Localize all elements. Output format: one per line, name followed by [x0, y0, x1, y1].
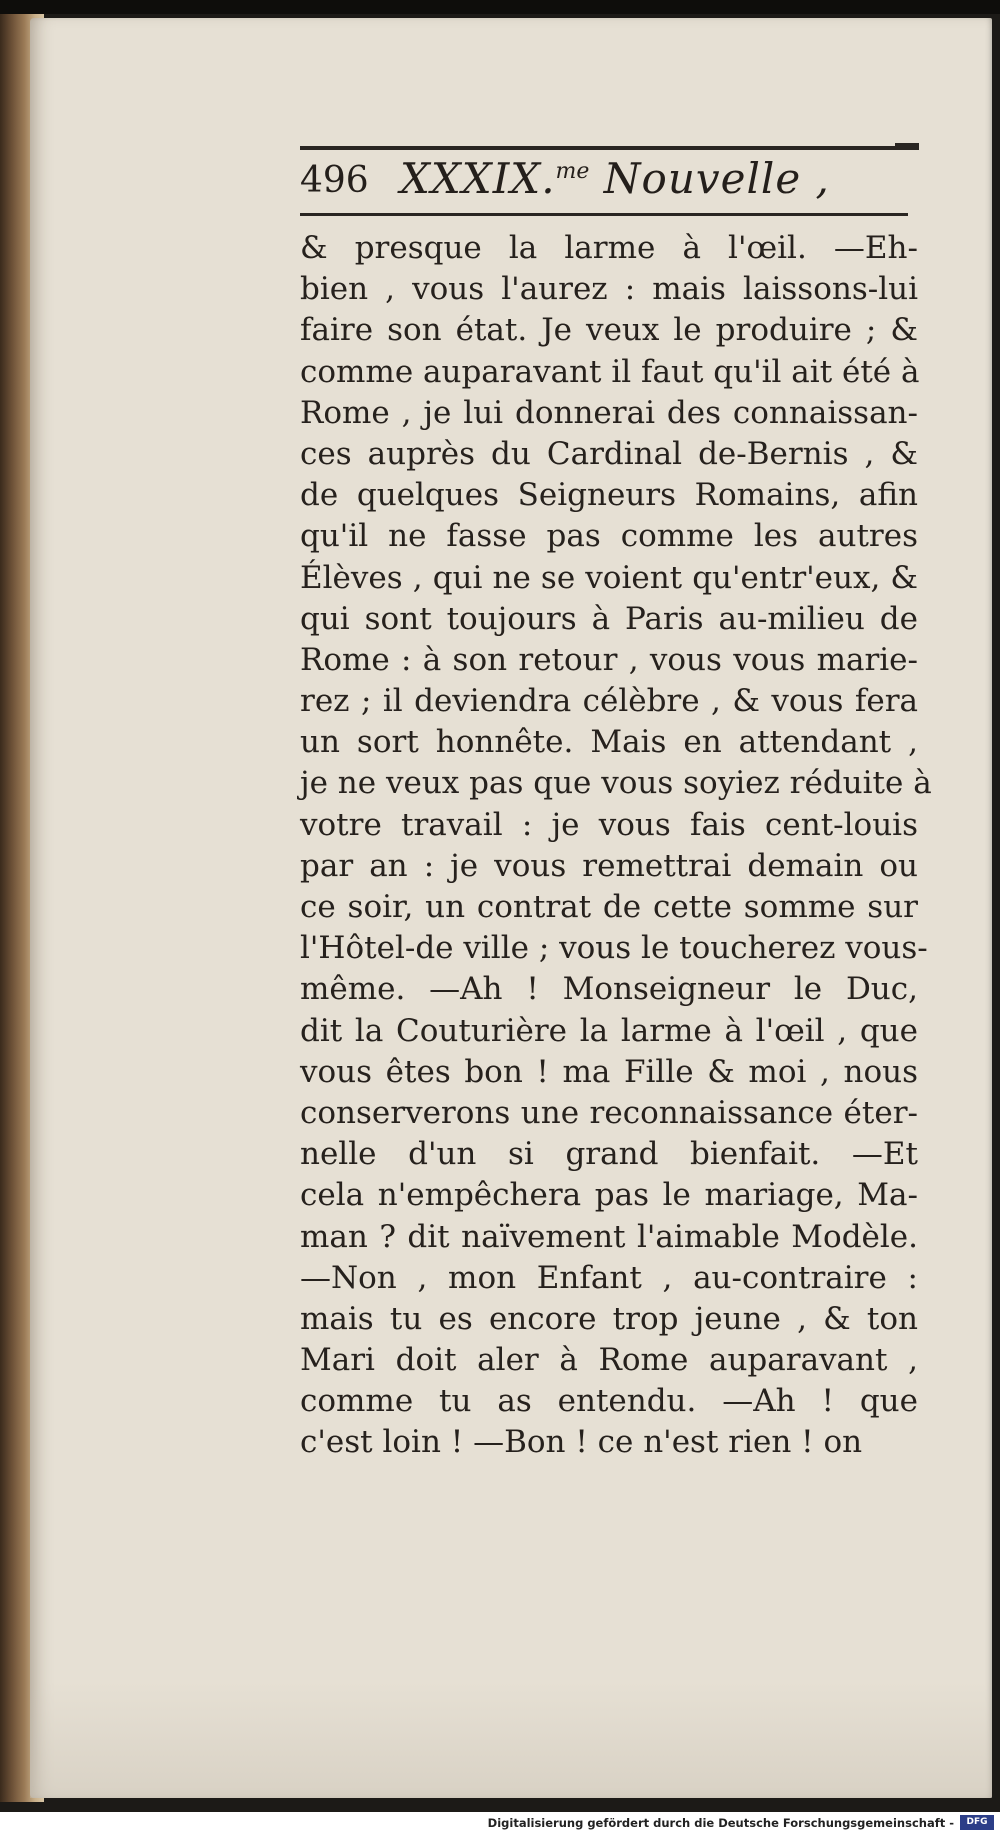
text-line: conserverons une reconnaissance éter- — [300, 1094, 918, 1131]
text-line: un sort honnête. Mais en attendant , — [300, 724, 918, 761]
text-line: de quelques Seigneurs Romains, afin — [300, 477, 918, 514]
text-line: Rome , je lui donnerai des connaissan- — [300, 394, 918, 431]
title-word: Nouvelle , — [603, 154, 830, 203]
digitization-footer — [0, 1812, 1000, 1835]
text-line: ce soir, un contrat de cette somme sur — [300, 889, 918, 925]
text-line: ces auprès du Cardinal de-Bernis , & — [300, 435, 918, 472]
text-line: —Non , mon Enfant , au-contraire : — [300, 1259, 918, 1296]
text-line: mais tu es encore trop jeune , & ton — [300, 1300, 918, 1337]
running-title — [400, 154, 830, 203]
text-line: & presque la larme à l'œil. —Eh- — [300, 230, 918, 266]
dfg-logo: DFG — [960, 1815, 994, 1830]
text-line: l'Hôtel-de ville ; vous le toucherez vous- — [300, 930, 928, 967]
text-line: par an : je vous remettrai demain ou — [300, 847, 918, 884]
text-line: votre travail : je vous fais cent-louis — [300, 806, 918, 843]
text-line: qu'il ne fasse pas comme les autres — [300, 518, 918, 555]
text-line: même. —Ah ! Monseigneur le Duc, — [300, 971, 918, 1008]
header-rule-bottom — [300, 213, 908, 216]
text-line: dit la Couturière la larme à l'œil , que — [300, 1012, 918, 1049]
text-line: je ne veux pas que vous soyiez réduite à — [300, 765, 932, 802]
text-line: cela n'empêchera pas le mariage, Ma- — [300, 1177, 918, 1214]
text-line: nelle d'un si grand bienfait. —Et — [300, 1136, 918, 1173]
text-line: bien , vous l'aurez : mais laissons-lui — [300, 271, 918, 308]
text-line: qui sont toujours à Paris au-milieu de — [300, 600, 918, 637]
text-line: rez ; il deviendra célèbre , & vous fera — [300, 683, 918, 720]
text-line: c'est loin ! —Bon ! ce n'est rien ! on — [300, 1424, 863, 1461]
text-line: Rome : à son retour , vous vous marie- — [300, 641, 918, 678]
text-line: man ? dit naïvement l'aimable Modèle. — [300, 1218, 918, 1255]
text-line: faire son état. Je veux le produire ; & — [300, 312, 918, 349]
header-rule-ornament — [895, 143, 919, 150]
title-numeral: XXXIX. — [400, 154, 556, 203]
running-header — [300, 150, 910, 212]
text-line: vous êtes bon ! ma Fille & moi , nous — [300, 1053, 918, 1090]
page-shading — [30, 1680, 992, 1798]
title-superscript: me — [555, 159, 590, 184]
body-text — [300, 228, 932, 1464]
text-line: comme tu as entendu. —Ah ! que — [300, 1383, 918, 1420]
text-line: comme auparavant il faut qu'il ait été à — [300, 353, 920, 390]
text-line: Élèves , qui ne se voient qu'entr'eux, & — [300, 559, 918, 596]
funding-credit: Digitalisierung gefördert durch die Deutsche Forschungsgemeinschaft - — [487, 1816, 954, 1830]
text-line: Mari doit aler à Rome auparavant , — [300, 1342, 918, 1379]
page-number: 496 — [300, 160, 369, 201]
scan-top-border — [0, 0, 1000, 14]
